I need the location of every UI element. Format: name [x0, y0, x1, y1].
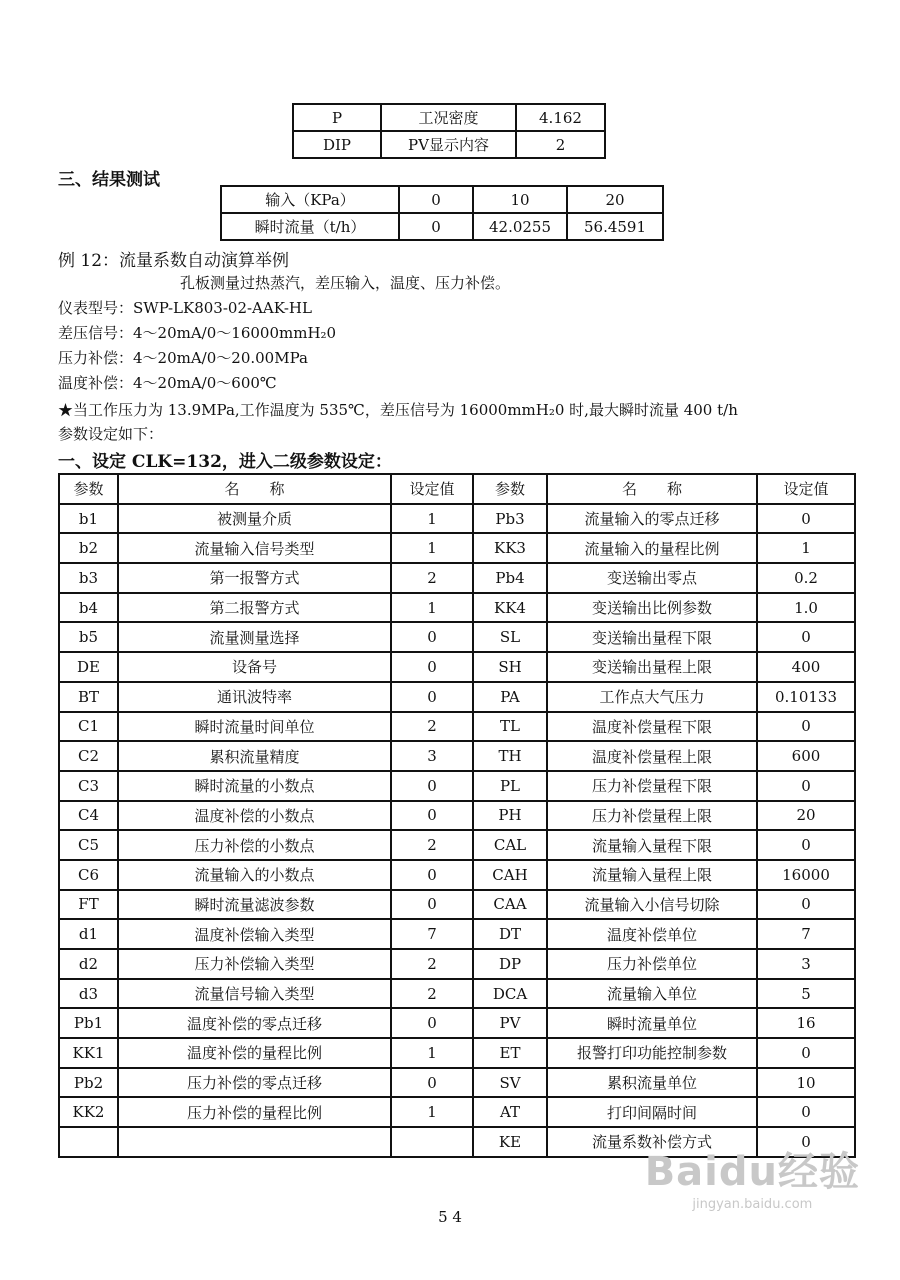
table-cell: C5 — [59, 830, 118, 860]
table-row — [59, 652, 855, 682]
table-cell — [391, 1127, 473, 1157]
table-row — [59, 1038, 855, 1068]
table-header-row — [59, 474, 855, 504]
table-row — [59, 1097, 855, 1127]
table-cell: DCA — [473, 979, 547, 1009]
table-cell: 通讯波特率 — [118, 682, 391, 712]
table-row — [59, 890, 855, 920]
table-cell: 压力补偿单位 — [547, 949, 757, 979]
table-cell: KK4 — [473, 593, 547, 623]
condition-note: ★当工作压力为 13.9MPa,工作温度为 535℃，差压信号为 16000mmH₂0 时,最大瞬时流量 400 t/h — [58, 401, 738, 419]
table-cell: CAL — [473, 830, 547, 860]
table-row — [59, 593, 855, 623]
table-cell: 瞬时流量滤波参数 — [118, 890, 391, 920]
table-cell: 1 — [757, 533, 855, 563]
table-cell: 42.0255 — [473, 213, 567, 240]
table-cell: SL — [473, 622, 547, 652]
table-cell: 变送输出比例参数 — [547, 593, 757, 623]
result-test-table — [220, 185, 664, 241]
table-cell: 1 — [391, 593, 473, 623]
table-cell: CAH — [473, 860, 547, 890]
table-cell: 输入（KPa） — [221, 186, 399, 213]
table-row — [221, 213, 663, 240]
table-cell: 2 — [391, 979, 473, 1009]
table-cell: d1 — [59, 919, 118, 949]
settings-intro: 参数设定如下： — [58, 425, 164, 443]
column-header: 参数 — [59, 474, 118, 504]
table-cell: 压力补偿量程上限 — [547, 801, 757, 831]
table-row — [59, 533, 855, 563]
table-cell: 56.4591 — [567, 213, 663, 240]
table-cell: 压力补偿的小数点 — [118, 830, 391, 860]
table-row — [221, 186, 663, 213]
table-cell: 第一报警方式 — [118, 563, 391, 593]
table-cell: 被测量介质 — [118, 504, 391, 534]
table-cell: C3 — [59, 771, 118, 801]
table-cell: 变送输出零点 — [547, 563, 757, 593]
table-cell: C1 — [59, 712, 118, 742]
table-cell: 温度补偿的量程比例 — [118, 1038, 391, 1068]
table-cell: 600 — [757, 741, 855, 771]
table-cell: b3 — [59, 563, 118, 593]
table-cell: PV — [473, 1008, 547, 1038]
table-cell: 0 — [391, 622, 473, 652]
table-cell: 流量输入的量程比例 — [547, 533, 757, 563]
table-row — [59, 771, 855, 801]
table-cell: 0 — [391, 652, 473, 682]
table-cell: 压力补偿的零点迁移 — [118, 1068, 391, 1098]
table-row — [59, 860, 855, 890]
table-cell: KK2 — [59, 1097, 118, 1127]
table-cell: Pb1 — [59, 1008, 118, 1038]
table-row — [59, 949, 855, 979]
parameter-settings-table — [58, 473, 856, 1158]
table-cell: 温度补偿量程上限 — [547, 741, 757, 771]
table-row — [293, 104, 605, 131]
table-cell: 流量系数补偿方式 — [547, 1127, 757, 1157]
table-cell: 1 — [391, 1097, 473, 1127]
table-cell: 2 — [391, 563, 473, 593]
table-cell: b2 — [59, 533, 118, 563]
table-row — [59, 712, 855, 742]
table-cell: C2 — [59, 741, 118, 771]
table-cell: 4.162 — [516, 104, 605, 131]
table-cell: Pb2 — [59, 1068, 118, 1098]
table-cell: 0 — [757, 1127, 855, 1157]
table-cell: 报警打印功能控制参数 — [547, 1038, 757, 1068]
table-cell: 温度补偿量程下限 — [547, 712, 757, 742]
table-row — [59, 504, 855, 534]
table-row — [59, 801, 855, 831]
table-cell: 20 — [757, 801, 855, 831]
table-cell: 流量测量选择 — [118, 622, 391, 652]
table-row — [59, 741, 855, 771]
table-cell: 打印间隔时间 — [547, 1097, 757, 1127]
table-cell: b5 — [59, 622, 118, 652]
table-cell: KE — [473, 1127, 547, 1157]
column-header: 名 称 — [547, 474, 757, 504]
table-cell: 0 — [757, 622, 855, 652]
table-cell: 温度补偿的零点迁移 — [118, 1008, 391, 1038]
table-row — [59, 1008, 855, 1038]
table-cell: 5 — [757, 979, 855, 1009]
table-cell: SV — [473, 1068, 547, 1098]
table-cell: 3 — [391, 741, 473, 771]
table-cell: 1.0 — [757, 593, 855, 623]
table-cell: TL — [473, 712, 547, 742]
table-cell — [59, 1127, 118, 1157]
table-cell: KK3 — [473, 533, 547, 563]
table-cell: 设备号 — [118, 652, 391, 682]
table-cell: 0 — [391, 1008, 473, 1038]
table-cell: DP — [473, 949, 547, 979]
table-cell: 3 — [757, 949, 855, 979]
baidu-watermark — [645, 1140, 860, 1212]
table-cell: 0 — [757, 830, 855, 860]
table-row — [59, 919, 855, 949]
table-row — [59, 622, 855, 652]
column-header: 设定值 — [757, 474, 855, 504]
table-cell: 0 — [391, 1068, 473, 1098]
table-cell: 2 — [391, 712, 473, 742]
table-cell: 温度补偿单位 — [547, 919, 757, 949]
table-cell: 流量输入量程下限 — [547, 830, 757, 860]
table-cell: 10 — [473, 186, 567, 213]
table-cell: 0 — [391, 801, 473, 831]
table-cell: 0.10133 — [757, 682, 855, 712]
table-cell: P — [293, 104, 381, 131]
table-cell: 流量信号输入类型 — [118, 979, 391, 1009]
table-cell: PV显示内容 — [381, 131, 516, 158]
table-cell: 2 — [391, 949, 473, 979]
table-cell: 0 — [757, 1097, 855, 1127]
table-cell — [118, 1127, 391, 1157]
watermark-logo: Baidu经验 — [644, 1149, 860, 1195]
table-cell: 7 — [391, 919, 473, 949]
page-number: 5 4 — [438, 1208, 462, 1226]
table-cell: PL — [473, 771, 547, 801]
table-cell: 2 — [391, 830, 473, 860]
table-cell: AT — [473, 1097, 547, 1127]
table-cell: 16000 — [757, 860, 855, 890]
table-cell: 累积流量精度 — [118, 741, 391, 771]
table-cell: 0 — [757, 1038, 855, 1068]
table-cell: d3 — [59, 979, 118, 1009]
example-title: 例 12：流量系数自动演算举例 — [58, 251, 290, 271]
table-cell: 0 — [391, 682, 473, 712]
temperature-compensation: 温度补偿：4～20mA/0～600℃ — [58, 374, 277, 392]
table-cell: BT — [59, 682, 118, 712]
table-cell: SH — [473, 652, 547, 682]
table-cell: 1 — [391, 533, 473, 563]
table-cell: 0 — [757, 771, 855, 801]
table-cell: 0 — [757, 504, 855, 534]
table-cell: 压力补偿量程下限 — [547, 771, 757, 801]
table-cell: 压力补偿的量程比例 — [118, 1097, 391, 1127]
table-cell: 瞬时流量的小数点 — [118, 771, 391, 801]
table-cell: b4 — [59, 593, 118, 623]
table-row — [293, 131, 605, 158]
table-cell: DIP — [293, 131, 381, 158]
table-cell: DT — [473, 919, 547, 949]
table-cell: 0 — [757, 890, 855, 920]
table-cell: PH — [473, 801, 547, 831]
table-row — [59, 563, 855, 593]
table-row — [59, 682, 855, 712]
table-cell: 1 — [391, 504, 473, 534]
table-cell: Pb3 — [473, 504, 547, 534]
table-cell: 变送输出量程下限 — [547, 622, 757, 652]
table-cell: 16 — [757, 1008, 855, 1038]
meter-model: 仪表型号：SWP-LK803-02-AAK-HL — [58, 299, 312, 317]
table-cell: 瞬时流量（t/h） — [221, 213, 399, 240]
table-cell: 0.2 — [757, 563, 855, 593]
table-cell: 流量输入的零点迁移 — [547, 504, 757, 534]
table-cell: 0 — [399, 186, 473, 213]
section-heading-results: 三、结果测试 — [58, 170, 160, 190]
table-cell: 0 — [399, 213, 473, 240]
table-cell: 400 — [757, 652, 855, 682]
section-heading-clk: 一、设定 CLK=132，进入二级参数设定： — [58, 452, 392, 472]
table-cell: 压力补偿输入类型 — [118, 949, 391, 979]
table-cell: 温度补偿输入类型 — [118, 919, 391, 949]
table-cell: 1 — [391, 1038, 473, 1068]
column-header: 名 称 — [118, 474, 391, 504]
table-cell: FT — [59, 890, 118, 920]
table-cell: ET — [473, 1038, 547, 1068]
table-cell: Pb4 — [473, 563, 547, 593]
column-header: 设定值 — [391, 474, 473, 504]
table-cell: 温度补偿的小数点 — [118, 801, 391, 831]
table-cell: 第二报警方式 — [118, 593, 391, 623]
table-cell: 20 — [567, 186, 663, 213]
column-header: 参数 — [473, 474, 547, 504]
table-cell: 累积流量单位 — [547, 1068, 757, 1098]
table-cell: KK1 — [59, 1038, 118, 1068]
table-cell: 0 — [391, 860, 473, 890]
table-row — [59, 1068, 855, 1098]
table-row — [59, 979, 855, 1009]
top-parameter-table — [292, 103, 606, 159]
table-cell: 流量输入单位 — [547, 979, 757, 1009]
table-cell: DE — [59, 652, 118, 682]
table-cell: 0 — [757, 712, 855, 742]
table-cell: PA — [473, 682, 547, 712]
table-row — [59, 830, 855, 860]
table-cell: 变送输出量程上限 — [547, 652, 757, 682]
table-cell: d2 — [59, 949, 118, 979]
table-cell: 流量输入信号类型 — [118, 533, 391, 563]
dp-signal: 差压信号：4～20mA/0～16000mmH₂0 — [58, 324, 337, 342]
table-cell: CAA — [473, 890, 547, 920]
pressure-compensation: 压力补偿：4～20mA/0～20.00MPa — [58, 349, 308, 367]
table-cell: 流量输入的小数点 — [118, 860, 391, 890]
table-cell: 0 — [391, 890, 473, 920]
table-cell: 10 — [757, 1068, 855, 1098]
table-cell: 流量输入量程上限 — [547, 860, 757, 890]
table-cell: 流量输入小信号切除 — [547, 890, 757, 920]
table-cell: 0 — [391, 771, 473, 801]
table-cell: C6 — [59, 860, 118, 890]
table-cell: C4 — [59, 801, 118, 831]
table-cell: 瞬时流量时间单位 — [118, 712, 391, 742]
watermark-url: jingyan.baidu.com — [692, 1197, 813, 1212]
table-cell: 2 — [516, 131, 605, 158]
table-cell: 7 — [757, 919, 855, 949]
table-cell: 瞬时流量单位 — [547, 1008, 757, 1038]
table-cell: b1 — [59, 504, 118, 534]
table-cell: 工况密度 — [381, 104, 516, 131]
table-cell: TH — [473, 741, 547, 771]
table-cell: 工作点大气压力 — [547, 682, 757, 712]
example-description: 孔板测量过热蒸汽，差压输入，温度、压力补偿。 — [180, 274, 511, 292]
